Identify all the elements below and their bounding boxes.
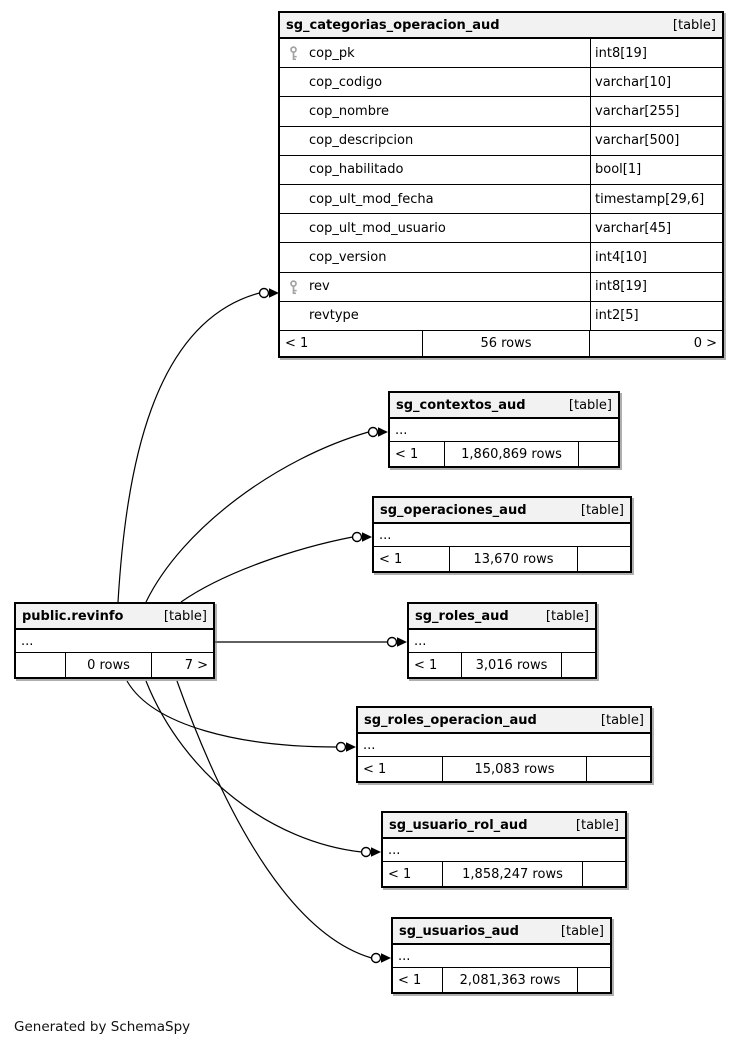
edge-arrowhead [397, 637, 407, 646]
nav-next-children: 7 > [151, 653, 213, 677]
edge-revinfo-contextos [146, 432, 369, 602]
column-type: varchar[45] [595, 220, 672, 236]
edge-circle [388, 638, 397, 647]
table-title[interactable]: sg_categorias_operacion_aud [286, 17, 500, 33]
table-node-sg-contextos-aud[interactable] [388, 391, 620, 468]
nav-prev-parents: < 1 [414, 657, 438, 673]
row-count: 0 rows [65, 653, 151, 677]
table-title[interactable]: sg_operaciones_aud [380, 502, 527, 518]
table-footer [374, 547, 630, 571]
table-header [280, 13, 722, 39]
column-row-cop-nombre [280, 97, 722, 126]
nav-next-children [577, 968, 610, 992]
table-node-sg-usuarios-aud[interactable] [391, 917, 612, 994]
table-title[interactable]: public.revinfo [22, 608, 124, 624]
edge-circle [372, 954, 381, 963]
collapsed-columns-row: ... [390, 419, 618, 442]
table-header [358, 708, 650, 734]
column-name: revtype [309, 308, 359, 324]
table-footer [390, 442, 618, 466]
nav-prev-parents: < 1 [379, 551, 403, 567]
nav-next-children [561, 653, 595, 677]
column-type: varchar[10] [595, 74, 672, 90]
column-row-rev [280, 273, 722, 302]
table-title[interactable]: sg_usuario_rol_aud [389, 817, 528, 833]
table-title[interactable]: sg_contextos_aud [396, 397, 526, 413]
table-tag: [table] [560, 923, 604, 939]
column-name: cop_nombre [309, 103, 390, 119]
column-name: cop_version [309, 249, 387, 265]
edge-circle [260, 289, 269, 298]
table-header [393, 919, 610, 945]
collapsed-columns-row: ... [383, 839, 625, 862]
table-node-public-revinfo[interactable] [14, 602, 215, 679]
column-row-cop-version [280, 243, 722, 272]
column-row-cop-codigo [280, 68, 722, 97]
table-footer [383, 862, 625, 886]
column-type: bool[1] [595, 162, 642, 178]
collapsed-columns-row: ... [393, 945, 610, 968]
column-name: rev [309, 279, 330, 295]
nav-next-children [578, 442, 618, 466]
column-type: int8[19] [595, 45, 647, 61]
nav-next-children [586, 757, 650, 781]
table-tag: [table] [575, 817, 619, 833]
table-footer [358, 757, 650, 781]
row-count: 1,858,247 rows [442, 862, 582, 886]
edge-arrowhead [346, 742, 356, 751]
nav-next-children [582, 862, 625, 886]
column-name: cop_descripcion [309, 133, 414, 149]
edge-circle [362, 848, 371, 857]
table-node-sg-roles-aud[interactable] [407, 602, 597, 679]
column-row-revtype [280, 302, 722, 331]
primary-key-icon [288, 46, 299, 61]
table-tag: [table] [568, 397, 612, 413]
column-type: timestamp[29,6] [595, 191, 705, 207]
generated-by-note: Generated by SchemaSpy [14, 1019, 191, 1035]
column-row-cop-descripcion [280, 127, 722, 156]
edge-circle [369, 428, 378, 437]
table-title[interactable]: sg_usuarios_aud [399, 923, 519, 939]
edge-arrowhead [378, 427, 388, 436]
column-name: cop_pk [309, 45, 355, 61]
table-title[interactable]: sg_roles_operacion_aud [364, 712, 537, 728]
column-row-cop-ult-mod-fecha [280, 185, 722, 214]
column-type: int8[19] [595, 279, 647, 295]
edge-circle [337, 743, 346, 752]
edge-circle [353, 533, 362, 542]
table-footer [393, 968, 610, 992]
table-tag: [table] [545, 608, 589, 624]
table-tag: [table] [600, 712, 644, 728]
table-tag: [table] [672, 17, 716, 33]
column-row-cop-pk [280, 39, 722, 68]
column-name: cop_ult_mod_usuario [309, 220, 446, 236]
table-header [374, 498, 630, 524]
table-node-sg-operaciones-aud[interactable] [372, 496, 632, 573]
collapsed-columns-row: ... [409, 630, 595, 653]
table-header [390, 393, 618, 419]
row-count: 2,081,363 rows [442, 968, 577, 992]
column-type: int2[5] [595, 308, 639, 324]
nav-prev-parents: < 1 [395, 446, 419, 462]
table-header [409, 604, 595, 630]
column-type: varchar[500] [595, 133, 680, 149]
nav-next-children: 0 > [589, 331, 722, 356]
table-header [16, 604, 213, 630]
edge-revinfo-usuario-rol [146, 681, 362, 852]
column-type: int4[10] [595, 249, 647, 265]
edge-revinfo-categorias [118, 293, 260, 602]
nav-prev-parents: < 1 [363, 761, 387, 777]
row-count: 1,860,869 rows [444, 442, 578, 466]
column-row-cop-ult-mod-usuario [280, 214, 722, 243]
collapsed-columns-row: ... [374, 524, 630, 547]
table-footer [16, 653, 213, 677]
column-type: varchar[255] [595, 103, 680, 119]
table-node-sg-categorias-operacion-aud[interactable] [278, 11, 724, 358]
collapsed-columns-row: ... [16, 630, 213, 653]
column-name: cop_habilitado [309, 162, 404, 178]
edge-revinfo-roles-operacion [127, 681, 337, 747]
column-name: cop_ult_mod_fecha [309, 191, 434, 207]
table-footer [280, 331, 722, 356]
nav-prev-parents [16, 653, 65, 677]
row-count: 13,670 rows [449, 547, 577, 571]
column-row-cop-habilitado [280, 156, 722, 185]
table-tag: [table] [580, 502, 624, 518]
row-count: 15,083 rows [442, 757, 586, 781]
row-count: 3,016 rows [461, 653, 561, 677]
edge-revinfo-usuarios [177, 681, 372, 958]
edge-arrowhead [381, 953, 391, 962]
nav-next-children [577, 547, 630, 571]
table-tag: [table] [163, 608, 207, 624]
nav-prev-parents: < 1 [398, 972, 422, 988]
edge-arrowhead [371, 847, 381, 856]
table-title[interactable]: sg_roles_aud [415, 608, 509, 624]
primary-key-icon [288, 280, 299, 295]
table-footer [409, 653, 595, 677]
table-node-sg-usuario-rol-aud[interactable] [381, 811, 627, 888]
table-header [383, 813, 625, 839]
table-node-sg-roles-operacion-aud[interactable] [356, 706, 652, 783]
nav-prev-parents: < 1 [388, 866, 412, 882]
nav-prev-parents: < 1 [285, 335, 309, 351]
edge-revinfo-operaciones [181, 537, 353, 602]
edge-arrowhead [362, 532, 372, 541]
column-name: cop_codigo [309, 74, 383, 90]
row-count: 56 rows [422, 331, 589, 356]
collapsed-columns-row: ... [358, 734, 650, 757]
